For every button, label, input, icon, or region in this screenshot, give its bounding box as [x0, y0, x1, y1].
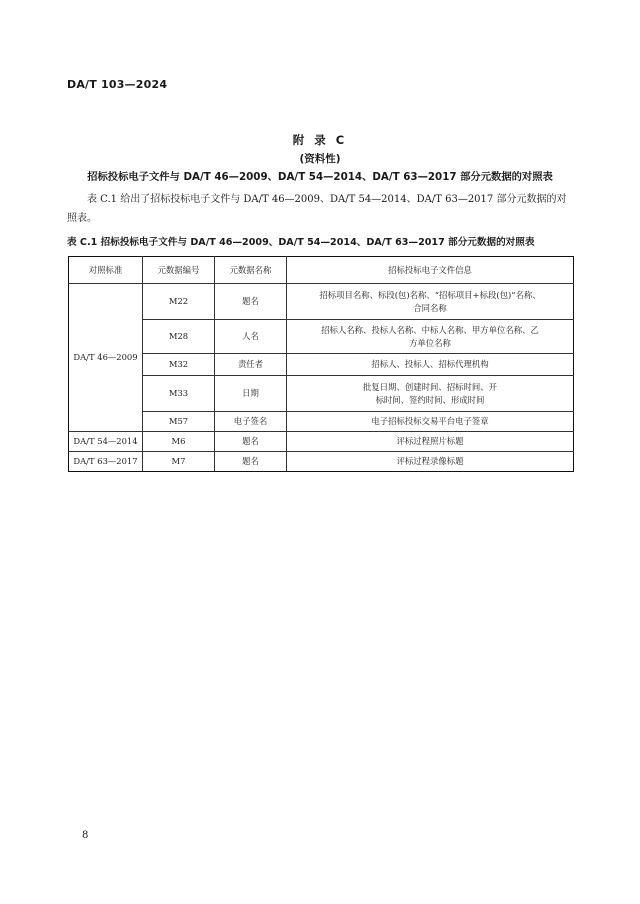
metadata-id-cell: M28 [143, 320, 215, 354]
metadata-comparison-table [68, 256, 574, 472]
header-metadata-id: 元数据编号 [143, 257, 215, 284]
metadata-id-cell: M6 [143, 432, 215, 452]
file-info-cell: 招标项目名称、标段(包)名称、“招标项目+标段(包)”名称、合同名称 [287, 284, 574, 320]
file-info-cell: 招标人名称、投标人名称、中标人名称、甲方单位名称、乙方单位名称 [287, 320, 574, 354]
metadata-id-cell: M32 [143, 354, 215, 376]
appendix-title: 附 录 C [292, 133, 348, 147]
metadata-name-cell: 题名 [215, 284, 287, 320]
table-caption: 表 C.1 招标投标电子文件与 DA/T 46—2009、DA/T 54—2014、DA/T 63—2017 部分元数据的对照表 [67, 237, 535, 248]
header-standard: 对照标准 [69, 257, 143, 284]
metadata-name-cell: 电子签名 [215, 412, 287, 432]
appendix-subtitle: 招标投标电子文件与 DA/T 46—2009、DA/T 54—2014、DA/T 63—2017 部分元数据的对照表 [87, 171, 553, 183]
file-info-cell: 批复日期、创建时间、招标时间、开标时间、签约时间、形成时间 [287, 376, 574, 412]
metadata-id-cell: M57 [143, 412, 215, 432]
intro-paragraph: 表 C.1 给出了招标投标电子文件与 DA/T 46—2009、DA/T 54—2014、DA/T 63—2017 部分元数据的对照表。 [67, 194, 567, 224]
appendix-note: (资料性) [299, 153, 341, 165]
header-file-info: 招标投标电子文件信息 [287, 257, 574, 284]
metadata-id-cell: M33 [143, 376, 215, 412]
file-info-cell: 评标过程录像标题 [287, 452, 574, 472]
metadata-name-cell: 题名 [215, 452, 287, 472]
table-row [69, 376, 574, 412]
metadata-name-cell: 题名 [215, 432, 287, 452]
page-number: 8 [82, 830, 89, 841]
metadata-name-cell: 人名 [215, 320, 287, 354]
table-row [69, 432, 574, 452]
file-info-cell: 招标人、投标人、招标代理机构 [287, 354, 574, 376]
file-info-cell: 评标过程照片标题 [287, 432, 574, 452]
table-header-row [69, 257, 574, 284]
standard-cell: DA/T 46—2009 [69, 284, 143, 432]
metadata-name-cell: 日期 [215, 376, 287, 412]
metadata-id-cell: M22 [143, 284, 215, 320]
file-info-cell: 电子招标投标交易平台电子签章 [287, 412, 574, 432]
table-row [69, 284, 574, 320]
table-row [69, 452, 574, 472]
metadata-name-cell: 责任者 [215, 354, 287, 376]
table-row [69, 354, 574, 376]
metadata-id-cell: M7 [143, 452, 215, 472]
standard-cell: DA/T 54—2014 [69, 432, 143, 452]
table-row [69, 412, 574, 432]
standard-cell: DA/T 63—2017 [69, 452, 143, 472]
table-row [69, 320, 574, 354]
document-code-header: DA/T 103—2024 [67, 78, 168, 91]
header-metadata-name: 元数据名称 [215, 257, 287, 284]
